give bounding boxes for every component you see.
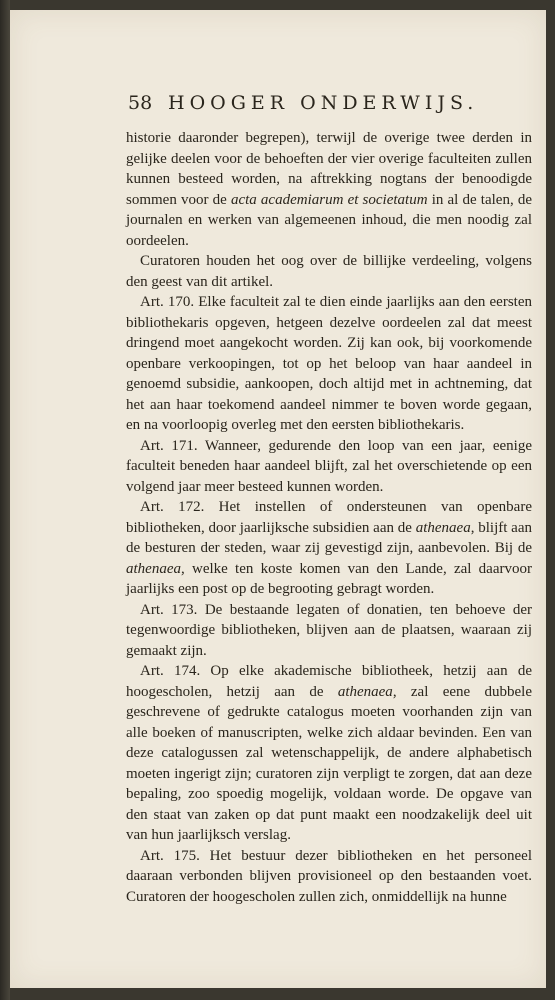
- page-number: 58: [128, 92, 153, 114]
- paragraph: [126, 292, 532, 436]
- paragraph-text: historie daaronder begrepen), terwijl de overige twee derden in gelijke deelen voor de behoeften der vier overige faculteiten zullen kunnen besteed worden, na aftrekking nogtans der benoodigde sommen voor de: [126, 130, 532, 208]
- paragraph: [126, 497, 532, 600]
- page-body-text: [126, 128, 532, 907]
- paragraph: [126, 661, 532, 846]
- page-header: [128, 92, 488, 114]
- running-head: HOOGER ONDERWIJS.: [168, 92, 479, 114]
- paragraph-text: , welke ten koste komen van den Lande, zal daarvoor jaarlijks een post op de begrooting gebragt worden.: [126, 560, 532, 597]
- italic-text: acta academiarum et societatum: [230, 191, 428, 208]
- paragraph: [126, 251, 532, 292]
- paragraph-text: Art. 174. Op elke akademische bibliotheek, hetzij aan de hoogescholen, hetzij aan de: [126, 663, 532, 700]
- paragraph: [126, 436, 532, 498]
- italic-text: athenaea: [337, 683, 393, 700]
- paragraph-text: Curatoren houden het oog over de billijke verdeeling, volgens den geest van dit artikel.: [126, 253, 532, 290]
- paragraph: [126, 846, 532, 908]
- book-page: [10, 10, 546, 988]
- paragraph-text: Art. 173. De bestaande legaten of donatien, ten behoeve der tegenwoordige bibliotheken, blijven aan de plaatsen, waaraan zij gemaakt zijn.: [126, 601, 532, 659]
- paragraph: [126, 128, 532, 251]
- book-spine-edge: [0, 0, 10, 1000]
- italic-text: athenaea: [126, 560, 181, 577]
- paragraph-text: Art. 171. Wanneer, gedurende den loop van een jaar, eenige faculteit beneden haar aandeel blijft, zal het overschietende op een volgend jaar meer besteed kunnen worden.: [126, 437, 532, 495]
- paragraph-text: , blijft aan de besturen der steden, waar zij gevestigd zijn, aanbevolen. Bij de: [126, 519, 532, 556]
- paragraph-text: Art. 175. Het bestuur dezer bibliotheken en het personeel daaraan verbonden blijven provisioneel op den bestaanden voet. Curatoren der hoogescholen zullen zich, onmiddellijk na hunne: [126, 847, 532, 905]
- paragraph-text: in al de talen, de journalen en werken van algemeenen inhoud, die men noodig zal oordeelen.: [126, 191, 533, 249]
- italic-text: athenaea: [415, 519, 471, 536]
- paragraph-text: Art. 172. Het instellen of ondersteunen van openbare bibliotheken, door jaarlijksche subsidien aan de: [126, 499, 532, 536]
- paragraph-text: Art. 170. Elke faculteit zal te dien einde jaarlijks aan den eersten bibliothekaris opgeven, hetgeen dezelve oordeelen zal dat meest dringend moet aangekocht worden. Zij kan ook, bij voorkomende openbare verkoopingen, tot op het beloop van haar aandeel in genoemd subsidie, aankoopen, doch altijd met in achtneming, dat het aan haar toekomend aandeel nimmer te boven worde gegaan, en na voorloopig overleg met den eersten bibliothekaris.: [126, 294, 532, 433]
- paragraph-text: , zal eene dubbele geschrevene of gedrukte catalogus moeten voorhanden zijn van alle boeken of manuscripten, welke zich aldaar bevinden. Een van deze catalogussen zal wetenschappelijk, de andere alphabetisch moeten ingerigt zijn; curatoren zijn verpligt te zorgen, dat aan deze bepaling, zoo spoedig mogelijk, voldaan worde. De opgave van den staat van zaken op dat punt maakt een noodzakelijk deel uit van hun jaarlijksch verslag.: [126, 683, 532, 843]
- paragraph: [126, 600, 532, 662]
